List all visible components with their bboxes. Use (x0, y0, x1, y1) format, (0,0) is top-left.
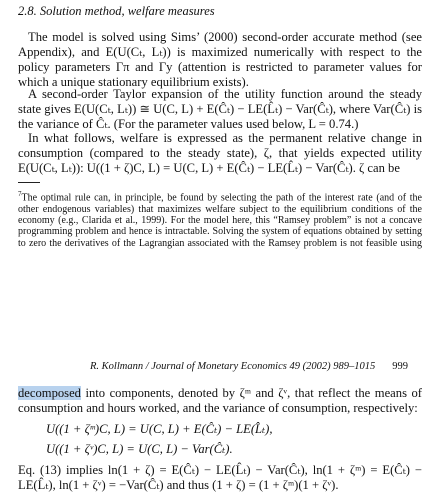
footnote-text: The optimal rule can, in principle, be found by selecting the path of the interest rate (and of the other endogenous variables) that maximizes welfare subject to the equilibrium conditions of the economy (e.g., Clarida et al., 1999). For the model here, this “Ramsey problem” is not a concave programming problem and hence is intractable. Solving the system of equations obtained by setting to zero the derivatives of the Lagrangian associated with the Ramsey problem is not feasible using (18, 192, 422, 249)
running-head (90, 361, 420, 372)
paragraph-decomposition (18, 386, 422, 416)
equation-variance-component: U((1 + ζᵛ)C, L) = U(C, L) − Var(Ĉₜ). (46, 442, 233, 456)
paragraph-taylor-expansion (18, 87, 422, 132)
running-head-citation: R. Kollmann / Journal of Monetary Economics 49 (2002) 989–1015 (90, 361, 376, 372)
selected-text-highlight[interactable]: decomposed (18, 386, 81, 400)
paragraph-welfare-measure (18, 131, 422, 176)
paragraph-text: Eq. (13) implies ln(1 + ζ) = E(Ĉₜ) − LE(L̂ₜ) − Var(Ĉₜ), ln(1 + ζᵐ) = E(Ĉₜ) − LE(L̂ₜ), ln(1 + ζᵛ) = −Var(Ĉₜ) and thus (1 + ζ) = (1 + ζᵐ)(1 + ζᵛ). (18, 463, 422, 492)
paragraph-eq13 (18, 463, 422, 493)
footnote-marker: 7 (18, 190, 22, 198)
paragraph-text: The model is solved using Sims’ (2000) second-order accurate method (see Appendix), and E(U(Cₜ, Lₜ)) is maximized numerically with respect to the policy parameters Γπ and Γy (attention is restricted to parameter values for which a unique stationary equilibrium exists). (18, 30, 422, 89)
paragraph-text (18, 386, 422, 416)
page-number: 999 (392, 361, 408, 372)
equation-mean-component: U((1 + ζᵐ)C, L) = U(C, L) + E(Ĉₜ) − LE(L̂ₜ), (46, 422, 273, 436)
paragraph-text: A second-order Taylor expansion of the utility function around the steady state gives E(U(Cₜ, Lₜ)) ≅ U(C, L) + E(Ĉₜ) − LE(L̂ₜ) − Var(Ĉₜ), where Var(Ĉₜ) is the variance of Ĉₜ. (For the parameter values used below, L = 0.74.) (18, 87, 422, 131)
footnote-divider (18, 182, 40, 183)
paragraph-text: In what follows, welfare is expressed as the permanent relative change in consumption (compared to the steady state), ζ, that yields expected utility E(U(Cₜ, Lₜ)): U((1 + ζ)C, L) = U(C, L) + E(Ĉₜ) − LE(L̂ₜ) − Var(Ĉₜ). ζ can be (18, 131, 422, 175)
page-break (0, 250, 429, 350)
paragraph-solution-method (18, 30, 422, 90)
paragraph-rest: into components, denoted by ζᵐ and ζᵛ, that reflect the means of consumption and hours worked, and the variance of consumption, respectively: (18, 386, 422, 415)
section-title: 2.8. Solution method, welfare measures (18, 4, 215, 18)
